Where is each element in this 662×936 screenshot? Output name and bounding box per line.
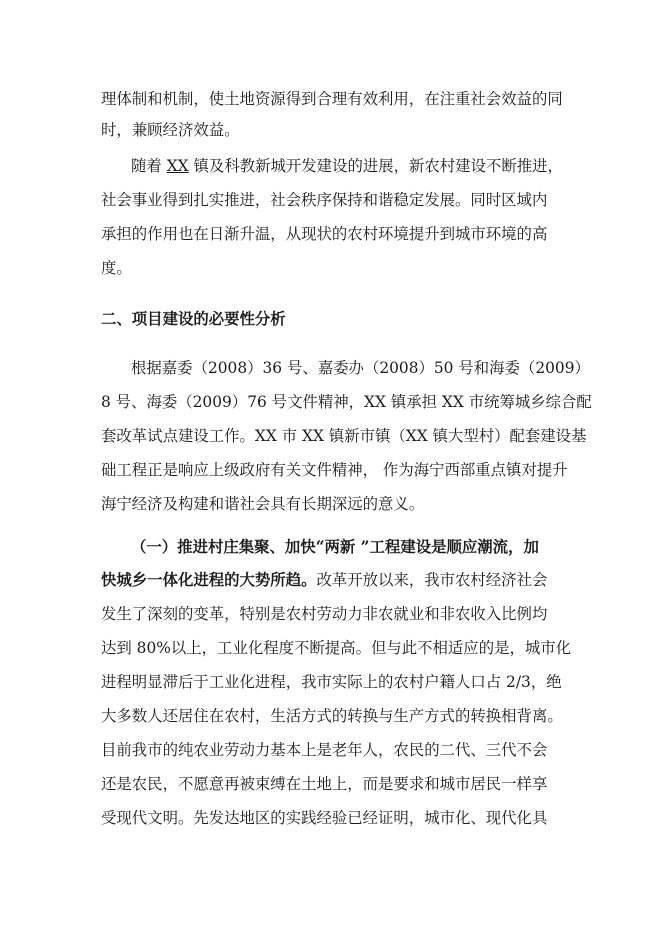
paragraph-line: 海宁经济及构建和谐社会具有长期深远的意义。 [101, 495, 425, 513]
paragraph-line: 8 号、海委（2009）76 号文件精神，XX 镇承担 XX 市统筹城乡综合配 [101, 393, 592, 411]
paragraph-line: 套改革试点建设工作。XX 市 XX 镇新市镇（XX 镇大型村）配套建设基 [101, 427, 587, 445]
paragraph-line: 社会事业得到扎实推进，社会秩序保持和谐稳定发展。同时区域内 [101, 191, 548, 209]
text-run: 随着 [131, 157, 162, 175]
paragraph-line: 承担的作用也在日渐升温，从现状的农村环境提升到城市环境的高 [101, 225, 548, 243]
text-run: 镇及科教新城开发建设的进展，新农村建设不断推进， [193, 157, 563, 175]
paragraph-line: 础工程正是响应上级政府有关文件精神， 作为海宁西部重点镇对提升 [101, 461, 568, 479]
paragraph-line: 时，兼顾经济效益。 [101, 121, 240, 139]
paragraph-line: 根据嘉委（2008）36 号、嘉委办（2008）50 号和海委（2009） [131, 359, 590, 377]
subheading-line: （一）推进村庄集聚、加快“两新 ”工程建设是顺应潮流，加 [131, 538, 539, 556]
paragraph-line: 大多数人还居住在农村，生活方式的转换与生产方式的转换相背离。 [101, 707, 563, 725]
paragraph-line: 受现代文明。先发达地区的实践经验已经证明，城市化、现代化具 [101, 809, 548, 827]
paragraph-line: 理体制和机制，使土地资源得到合理有效利用，在注重社会效益的同 [101, 90, 563, 108]
paragraph-line [131, 156, 563, 176]
paragraph-line: 发生了深刻的变革，特别是农村劳动力非农就业和非农收入比例均 [101, 605, 548, 623]
paragraph-line: 进程明显滞后于工业化进程，我市实际上的农村户籍人口占 2/3，绝 [101, 673, 562, 691]
placeholder-town: XX [166, 157, 189, 175]
subheading-end: 快城乡一体化进程的大势所趋。 [101, 571, 317, 589]
text-run: 改革开放以来，我市农村经济社会 [316, 571, 548, 589]
section-heading: 二、项目建设的必要性分析 [101, 310, 286, 328]
paragraph-line: 目前我市的纯农业劳动力基本上是老年人，农民的二代、三代不会 [101, 741, 548, 759]
paragraph-line [101, 570, 547, 590]
paragraph-line: 还是农民，不愿意再被束缚在土地上，而是要求和城市居民一样享 [101, 775, 548, 793]
paragraph-line: 达到 80%以上，工业化程度不断提高。但与此不相适应的是，城市化 [101, 639, 572, 657]
paragraph-line: 度。 [101, 259, 132, 277]
